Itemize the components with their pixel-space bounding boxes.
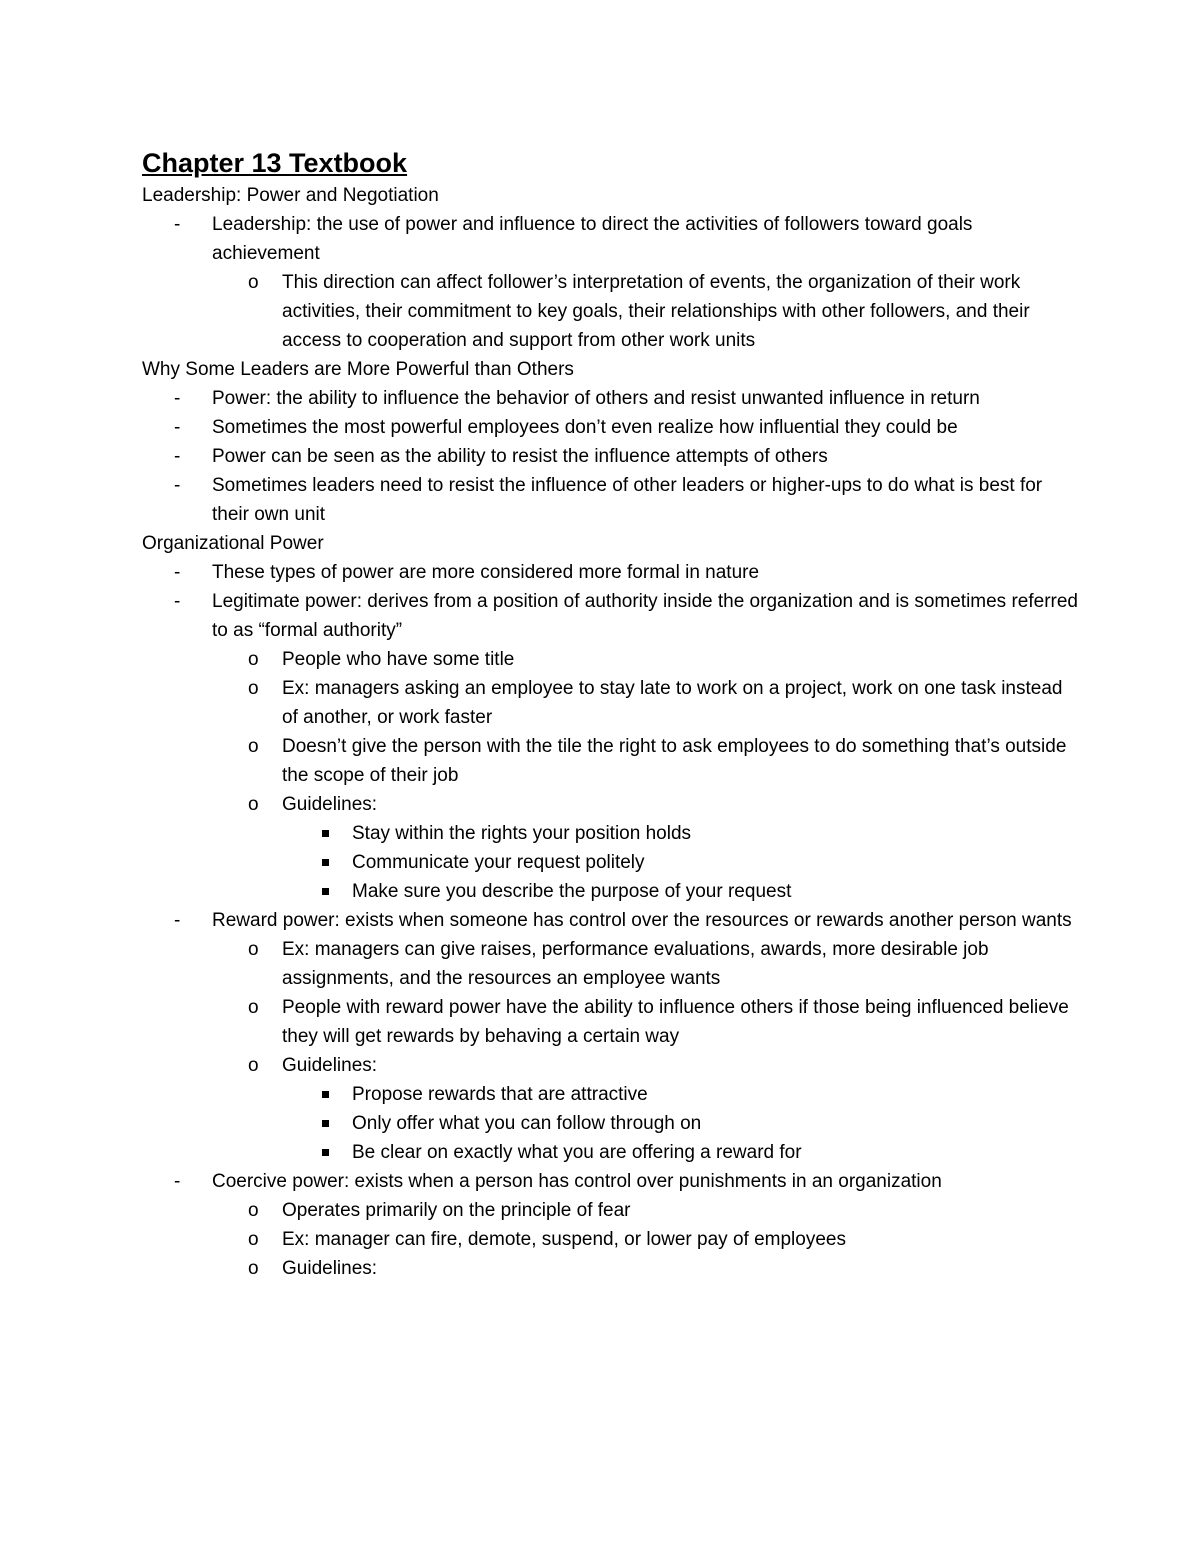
list-item-text: Legitimate power: derives from a position of authority inside the organization and is sometimes referred to as “formal authority” xyxy=(212,591,1078,641)
list-item xyxy=(282,1109,1082,1138)
square-bullet-icon xyxy=(322,830,329,837)
list-item-text: Power can be seen as the ability to resist the influence attempts of others xyxy=(212,446,828,467)
dash-bullet-icon: - xyxy=(174,475,181,496)
circle-bullet-icon: o xyxy=(248,1200,259,1221)
list-item xyxy=(212,268,1082,355)
list-item-text: Ex: manager can fire, demote, suspend, or lower pay of employees xyxy=(282,1229,846,1250)
circle-bullet-icon: o xyxy=(248,678,259,699)
nested-list-container xyxy=(142,1196,1082,1283)
circle-bullet-icon: o xyxy=(248,736,259,757)
dash-bullet-icon: - xyxy=(174,591,181,612)
bullet-list-level-3 xyxy=(282,819,1082,906)
list-item xyxy=(142,413,1082,442)
square-bullet-icon xyxy=(322,859,329,866)
list-item-text: Only offer what you can follow through on xyxy=(352,1113,702,1134)
circle-bullet-icon: o xyxy=(248,794,259,815)
circle-bullet-icon: o xyxy=(248,1258,259,1279)
circle-bullet-icon: o xyxy=(248,649,259,670)
document-body xyxy=(142,181,1082,1283)
list-item-text: Make sure you describe the purpose of your request xyxy=(352,881,792,902)
dash-bullet-icon: - xyxy=(174,910,181,931)
circle-bullet-icon: o xyxy=(248,272,259,293)
list-item-text: Operates primarily on the principle of fear xyxy=(282,1200,631,1221)
square-bullet-icon xyxy=(322,888,329,895)
list-item-text: Power: the ability to influence the behavior of others and resist unwanted influence in return xyxy=(212,388,980,409)
list-item-text: Doesn’t give the person with the tile the right to ask employees to do something that’s outside the scope of their job xyxy=(282,736,1067,786)
bullet-list-level-2 xyxy=(212,268,1082,355)
square-bullet-icon xyxy=(322,1149,329,1156)
list-item-text: People who have some title xyxy=(282,649,515,670)
list-item xyxy=(142,906,1082,935)
dash-bullet-icon: - xyxy=(174,446,181,467)
bullet-list-level-2 xyxy=(212,935,1082,1167)
bullet-list-level-1 xyxy=(142,210,1082,355)
bullet-list-level-2 xyxy=(212,1196,1082,1283)
list-item xyxy=(142,558,1082,587)
list-item xyxy=(212,674,1082,732)
list-item-text: Coercive power: exists when a person has control over punishments in an organization xyxy=(212,1171,942,1192)
bullet-list-level-1 xyxy=(142,384,1082,529)
list-item xyxy=(212,1196,1082,1225)
section-heading: Leadership: Power and Negotiation xyxy=(142,185,439,206)
list-item xyxy=(212,1225,1082,1254)
list-item-text: Propose rewards that are attractive xyxy=(352,1084,648,1105)
list-item-text: People with reward power have the ability to influence others if those being influenced believe they will get rewards by behaving a certain way xyxy=(282,997,1069,1047)
circle-bullet-icon: o xyxy=(248,1055,259,1076)
list-item-text: Communicate your request politely xyxy=(352,852,645,873)
square-bullet-icon xyxy=(322,1120,329,1127)
list-item xyxy=(282,877,1082,906)
list-item xyxy=(142,210,1082,268)
nested-list-container xyxy=(142,268,1082,355)
list-item xyxy=(282,819,1082,848)
dash-bullet-icon: - xyxy=(174,388,181,409)
list-item xyxy=(212,732,1082,790)
list-item xyxy=(282,1080,1082,1109)
section-heading: Why Some Leaders are More Powerful than Others xyxy=(142,359,574,380)
list-item-text: This direction can affect follower’s interpretation of events, the organization of their work activities, their commitment to key goals, their relationships with other followers, and their access to cooperation and support from other work units xyxy=(282,272,1030,351)
list-item xyxy=(142,1167,1082,1196)
bullet-list-level-2 xyxy=(212,645,1082,906)
list-item xyxy=(212,935,1082,993)
list-item-text: Ex: managers can give raises, performance evaluations, awards, more desirable job assignments, and the resources an employee wants xyxy=(282,939,989,989)
list-item xyxy=(212,790,1082,819)
list-item-text: Sometimes leaders need to resist the influence of other leaders or higher-ups to do what is best for their own unit xyxy=(212,475,1043,525)
list-item xyxy=(142,442,1082,471)
list-item xyxy=(142,384,1082,413)
circle-bullet-icon: o xyxy=(248,997,259,1018)
list-item-text: Reward power: exists when someone has control over the resources or rewards another person wants xyxy=(212,910,1072,931)
document-page xyxy=(142,145,1082,1283)
list-item xyxy=(212,1051,1082,1080)
list-item xyxy=(212,1254,1082,1283)
square-bullet-icon xyxy=(322,1091,329,1098)
list-item-text: Be clear on exactly what you are offering a reward for xyxy=(352,1142,802,1163)
dash-bullet-icon: - xyxy=(174,1171,181,1192)
list-item-text: Stay within the rights your position holds xyxy=(352,823,692,844)
section-heading: Organizational Power xyxy=(142,533,324,554)
nested-list-container xyxy=(212,1080,1082,1167)
list-item-text: Sometimes the most powerful employees don’t even realize how influential they could be xyxy=(212,417,958,438)
dash-bullet-icon: - xyxy=(174,214,181,235)
list-item-text: Guidelines: xyxy=(282,1055,378,1076)
document-title: Chapter 13 Textbook xyxy=(142,148,408,178)
list-item-text: Ex: managers asking an employee to stay late to work on a project, work on one task instead of another, or work faster xyxy=(282,678,1063,728)
circle-bullet-icon: o xyxy=(248,939,259,960)
list-item xyxy=(212,645,1082,674)
list-item xyxy=(282,1138,1082,1167)
bullet-list-level-1 xyxy=(142,558,1082,1283)
list-item xyxy=(142,587,1082,645)
bullet-list-level-3 xyxy=(282,1080,1082,1167)
dash-bullet-icon: - xyxy=(174,417,181,438)
list-item-text: Leadership: the use of power and influence to direct the activities of followers toward goals achievement xyxy=(212,214,973,264)
circle-bullet-icon: o xyxy=(248,1229,259,1250)
list-item-text: Guidelines: xyxy=(282,794,378,815)
list-item xyxy=(212,993,1082,1051)
list-item-text: Guidelines: xyxy=(282,1258,378,1279)
dash-bullet-icon: - xyxy=(174,562,181,583)
list-item xyxy=(142,471,1082,529)
list-item-text: These types of power are more considered more formal in nature xyxy=(212,562,760,583)
list-item xyxy=(282,848,1082,877)
nested-list-container xyxy=(212,819,1082,906)
nested-list-container xyxy=(142,645,1082,906)
nested-list-container xyxy=(142,935,1082,1167)
